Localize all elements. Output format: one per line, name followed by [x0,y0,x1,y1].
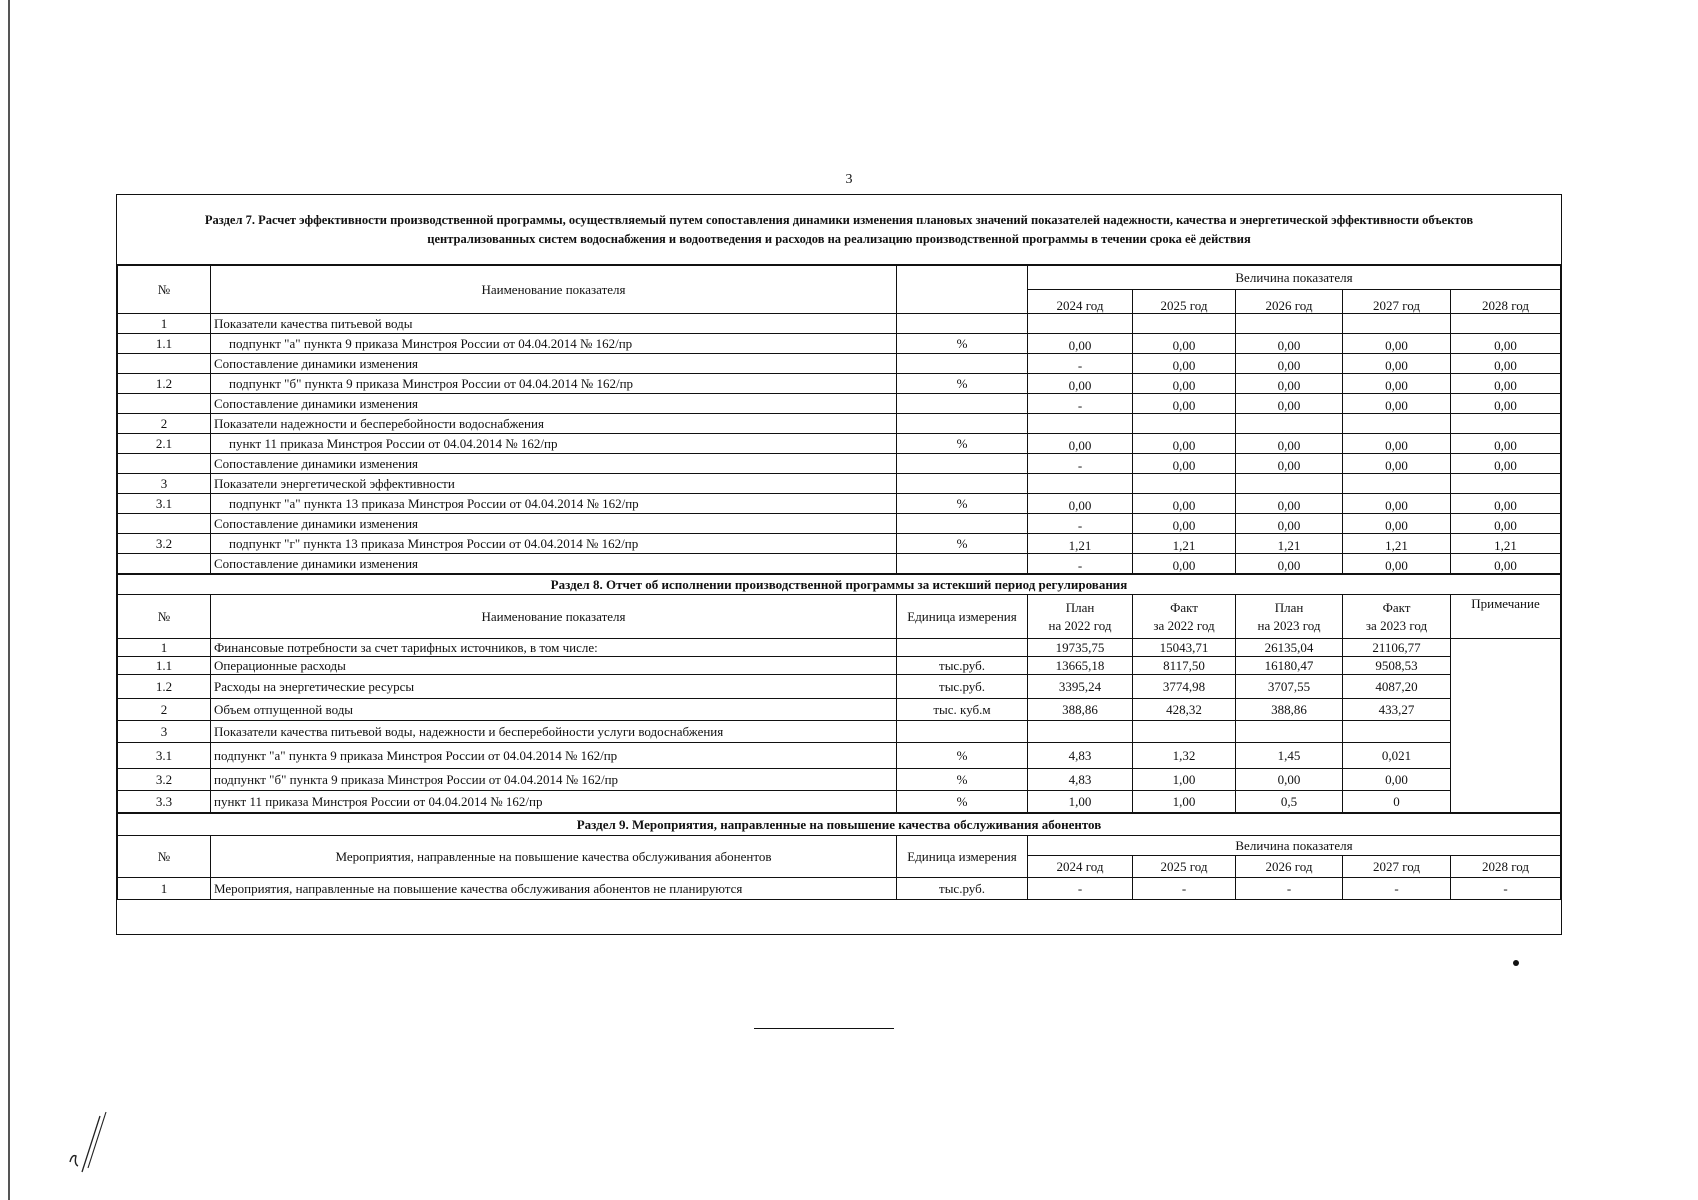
row-value: 0,00 [1343,334,1451,354]
row-value: 0,00 [1028,434,1133,454]
row-value [1236,314,1343,334]
col-header-year: 2026 год [1236,856,1343,878]
row-number: 1.2 [118,374,211,394]
row-value [1343,721,1451,743]
row-value: 0 [1343,791,1451,813]
row-value: 0,00 [1133,554,1236,574]
row-value: 0,00 [1343,394,1451,414]
row-value: 0,00 [1343,434,1451,454]
row-number: 3 [118,721,211,743]
row-value: 0,00 [1451,494,1561,514]
row-unit: тыс.руб. [897,657,1028,675]
row-unit: тыс.руб. [897,878,1028,900]
section-8-table [117,574,1561,813]
row-value: 0,00 [1451,434,1561,454]
row-value: - [1028,354,1133,374]
row-unit [897,314,1028,334]
row-value: 0,00 [1451,454,1561,474]
row-number [118,514,211,534]
section-9-title: Раздел 9. Мероприятия, направленные на повышение качества обслуживания абонентов [118,814,1561,836]
table-row [118,474,1561,494]
row-name: пункт 11 приказа Минстроя России от 04.04.2014 № 162/пр [211,434,897,454]
row-value: 0,00 [1343,494,1451,514]
col-header-name: Мероприятия, направленные на повышение качества обслуживания абонентов [211,836,897,878]
row-value: - [1343,878,1451,900]
row-name: Показатели энергетической эффективности [211,474,897,494]
row-name: подпункт "а" пункта 13 приказа Минстроя России от 04.04.2014 № 162/пр [211,494,897,514]
row-value: 0,00 [1133,374,1236,394]
row-value: 0,00 [1028,374,1133,394]
row-value: 433,27 [1343,699,1451,721]
row-value [1451,314,1561,334]
row-value: 9508,53 [1343,657,1451,675]
col-header-line-1: План [1274,599,1304,615]
col-header-year: 2025 год [1133,856,1236,878]
row-number: 3.2 [118,534,211,554]
col-header-year: 2025 год [1133,290,1236,314]
row-name: Сопоставление динамики изменения [211,454,897,474]
row-value: 0,00 [1343,514,1451,534]
row-value: 388,86 [1028,699,1133,721]
row-number [118,354,211,374]
row-number [118,394,211,414]
row-unit: тыс.руб. [897,675,1028,699]
row-value: 19735,75 [1028,639,1133,657]
row-value: 0,00 [1133,494,1236,514]
col-header-no: № [118,595,211,639]
section-7-table [117,265,1561,574]
row-value: 0,00 [1236,394,1343,414]
row-value: 0,00 [1133,434,1236,454]
row-value: 1,45 [1236,743,1343,769]
row-number: 1.2 [118,675,211,699]
row-value: - [1236,878,1343,900]
row-value: 13665,18 [1028,657,1133,675]
row-name: подпункт "б" пункта 9 приказа Минстроя России от 04.04.2014 № 162/пр [211,374,897,394]
col-header-line-2: за 2023 год [1365,617,1428,633]
row-unit [897,454,1028,474]
row-number: 1.1 [118,657,211,675]
row-number: 2 [118,414,211,434]
row-number: 3.1 [118,743,211,769]
row-unit: % [897,743,1028,769]
row-value: 0,00 [1343,374,1451,394]
row-number [118,454,211,474]
row-name: Сопоставление динамики изменения [211,554,897,574]
row-unit: % [897,334,1028,354]
row-name: Финансовые потребности за счет тарифных источников, в том числе: [211,639,897,657]
row-number: 1.1 [118,334,211,354]
col-header-year: 2027 год [1343,856,1451,878]
col-header-year: 2026 год [1236,290,1343,314]
col-header-period [1028,595,1133,639]
row-value [1133,474,1236,494]
row-name: Сопоставление динамики изменения [211,354,897,374]
table-row [118,394,1561,414]
col-header-note: Примечание [1451,595,1561,639]
row-name: Объем отпущенной воды [211,699,897,721]
row-value [1133,414,1236,434]
row-value: 388,86 [1236,699,1343,721]
row-name: подпункт "а" пункта 9 приказа Минстроя России от 04.04.2014 № 162/пр [211,743,897,769]
row-value [1451,414,1561,434]
row-value: 0,00 [1451,334,1561,354]
row-name: подпункт "б" пункта 9 приказа Минстроя России от 04.04.2014 № 162/пр [211,769,897,791]
row-note [1451,639,1561,813]
table-row [118,514,1561,534]
table-row [118,554,1561,574]
row-name: Расходы на энергетические ресурсы [211,675,897,699]
row-value: 8117,50 [1133,657,1236,675]
row-value: 0,00 [1028,494,1133,514]
table-row [118,721,1561,743]
row-value: 0,00 [1028,334,1133,354]
row-value [1028,721,1133,743]
table-row [118,675,1561,699]
row-value: 1,21 [1236,534,1343,554]
row-value [1028,414,1133,434]
row-unit: % [897,791,1028,813]
ink-dot [1513,960,1519,966]
row-number: 2 [118,699,211,721]
row-unit [897,394,1028,414]
row-name: Сопоставление динамики изменения [211,514,897,534]
row-name: пункт 11 приказа Минстроя России от 04.04.2014 № 162/пр [211,791,897,813]
row-name: подпункт "а" пункта 9 приказа Минстроя России от 04.04.2014 № 162/пр [211,334,897,354]
row-unit [897,554,1028,574]
row-unit: тыс. куб.м [897,699,1028,721]
table-row [118,314,1561,334]
row-value: 3707,55 [1236,675,1343,699]
row-unit [897,354,1028,374]
row-value [1236,414,1343,434]
row-value: 0,00 [1343,769,1451,791]
page-number: 3 [845,172,853,187]
col-header-year: 2027 год [1343,290,1451,314]
col-header-unit: Единица измерения [897,836,1028,878]
row-value: 0,00 [1236,454,1343,474]
row-number: 1 [118,639,211,657]
row-value [1133,314,1236,334]
row-unit [897,474,1028,494]
col-header-line-2: на 2022 год [1048,617,1112,633]
row-value: 4,83 [1028,743,1133,769]
section-8-title: Раздел 8. Отчет об исполнении производственной программы за истекший период регулирования [118,575,1561,595]
row-value: 0,00 [1133,394,1236,414]
table-row [118,354,1561,374]
row-name: Показатели качества питьевой воды [211,314,897,334]
row-name: Мероприятия, направленные на повышение качества обслуживания абонентов не планируются [211,878,897,900]
row-value: 0,00 [1133,514,1236,534]
row-value [1133,721,1236,743]
col-header-year: 2028 год [1451,856,1561,878]
col-header-value: Величина показателя [1028,836,1561,856]
row-number: 1 [118,878,211,900]
table-row [118,374,1561,394]
row-value: 3395,24 [1028,675,1133,699]
end-line [754,1028,894,1029]
row-number: 3.3 [118,791,211,813]
col-header-line-2: на 2023 год [1257,617,1321,633]
row-value [1028,314,1133,334]
row-number: 3 [118,474,211,494]
row-unit: % [897,494,1028,514]
row-value: 0,00 [1236,334,1343,354]
row-value: 0,00 [1236,769,1343,791]
col-header-value: Величина показателя [1028,266,1561,290]
row-name: Показатели качества питьевой воды, надежности и бесперебойности услуги водоснабжения [211,721,897,743]
table-row [118,434,1561,454]
row-name: подпункт "г" пункта 13 приказа Минстроя России от 04.04.2014 № 162/пр [211,534,897,554]
row-value: 428,32 [1133,699,1236,721]
table-row [118,791,1561,813]
row-value: 0,00 [1133,454,1236,474]
row-unit [897,414,1028,434]
row-value: 0,00 [1236,494,1343,514]
col-header-line-2: за 2022 год [1153,617,1215,633]
row-value: 4,83 [1028,769,1133,791]
row-value [1343,414,1451,434]
col-header-unit: Единица измерения [897,595,1028,639]
row-number: 2.1 [118,434,211,454]
row-value: 0,00 [1343,454,1451,474]
row-value: 1,21 [1133,534,1236,554]
row-value: 1,21 [1451,534,1561,554]
row-value: 3774,98 [1133,675,1236,699]
col-header-no: № [118,266,211,314]
table-row [118,639,1561,657]
col-header-unit [897,266,1028,314]
table-row [118,657,1561,675]
col-header-period [1236,595,1343,639]
row-value: 1,21 [1028,534,1133,554]
row-value: 0,00 [1343,554,1451,574]
row-value: 0,5 [1236,791,1343,813]
row-value: 0,00 [1451,554,1561,574]
row-value: 0,00 [1236,434,1343,454]
table-row [118,743,1561,769]
col-header-no: № [118,836,211,878]
col-header-year: 2024 год [1028,290,1133,314]
col-header-line-1: Факт [1382,599,1411,615]
document-frame [116,194,1562,935]
col-header-line-1: Факт [1170,599,1198,615]
col-header-period [1133,595,1236,639]
row-value: 0,00 [1236,554,1343,574]
row-value: 1,00 [1133,769,1236,791]
row-value: 0,00 [1236,514,1343,534]
row-value [1028,474,1133,494]
table-row [118,454,1561,474]
row-value: - [1451,878,1561,900]
row-value: 0,021 [1343,743,1451,769]
row-unit: % [897,434,1028,454]
row-value: 4087,20 [1343,675,1451,699]
col-header-name: Наименование показателя [211,595,897,639]
row-value: 0,00 [1236,354,1343,374]
row-value: 1,00 [1133,791,1236,813]
row-value: 0,00 [1236,374,1343,394]
row-value: 21106,77 [1343,639,1451,657]
col-header-year: 2028 год [1451,290,1561,314]
row-value [1343,474,1451,494]
col-header-year: 2024 год [1028,856,1133,878]
row-value: 1,21 [1343,534,1451,554]
row-unit [897,514,1028,534]
row-name: Сопоставление динамики изменения [211,394,897,414]
row-value [1236,474,1343,494]
table-row [118,334,1561,354]
row-unit [897,721,1028,743]
row-value: 0,00 [1133,334,1236,354]
col-header-period [1343,595,1451,639]
row-value: - [1028,394,1133,414]
col-header-line-1: План [1065,599,1095,615]
row-value: - [1028,454,1133,474]
row-value: 0,00 [1451,394,1561,414]
row-value: 0,00 [1133,354,1236,374]
row-value: 26135,04 [1236,639,1343,657]
row-value: - [1028,554,1133,574]
row-name: Операционные расходы [211,657,897,675]
row-name: Показатели надежности и бесперебойности водоснабжения [211,414,897,434]
row-number: 3.2 [118,769,211,791]
table-row [118,534,1561,554]
row-value: 16180,47 [1236,657,1343,675]
row-unit [897,639,1028,657]
row-value: - [1133,878,1236,900]
col-header-name: Наименование показателя [211,266,897,314]
table-row [118,494,1561,514]
signature-mark [62,1110,122,1180]
row-value: 0,00 [1451,514,1561,534]
section-7-title: Раздел 7. Расчет эффективности производственной программы, осуществляемый путем сопоставления динамики изменения плановых значений показателей надежности, качества и энергетической эффективности объектов централизованных систем водоснабжения и водоотведения и расходов на реализацию производственной программы в течении срока её действия [117,195,1561,265]
row-number: 3.1 [118,494,211,514]
row-number: 1 [118,314,211,334]
section-9-table [117,813,1561,900]
row-value: 0,00 [1451,374,1561,394]
row-value: - [1028,514,1133,534]
table-row [118,769,1561,791]
row-value: 0,00 [1451,354,1561,374]
row-value [1343,314,1451,334]
row-value: 1,00 [1028,791,1133,813]
row-unit: % [897,374,1028,394]
row-value: - [1028,878,1133,900]
row-value: 15043,71 [1133,639,1236,657]
row-unit: % [897,769,1028,791]
row-value: 1,32 [1133,743,1236,769]
row-value: 0,00 [1343,354,1451,374]
table-row [118,414,1561,434]
table-row [118,699,1561,721]
row-value [1236,721,1343,743]
row-number [118,554,211,574]
row-unit: % [897,534,1028,554]
row-value [1451,474,1561,494]
